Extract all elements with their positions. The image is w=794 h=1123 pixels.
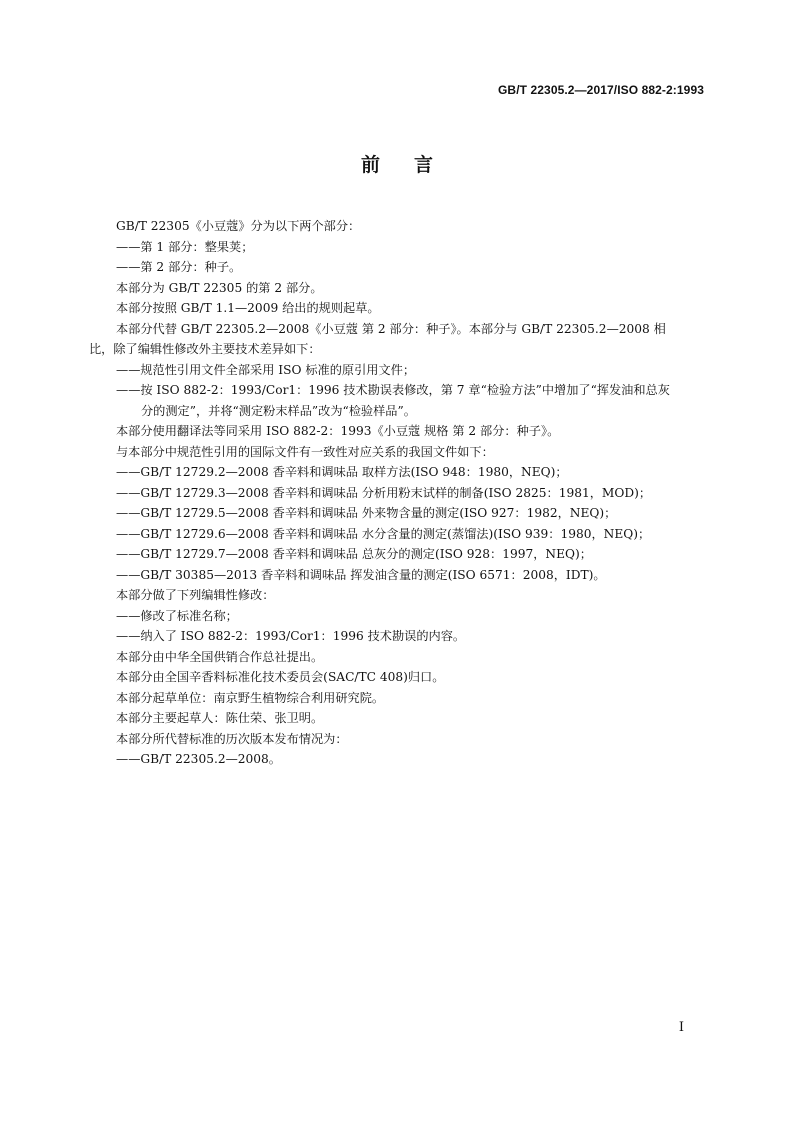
list-item: ——按 ISO 882-2：1993/Cor1：1996 技术勘误表修改，第 7 章“检验方法”中增加了“挥发油和总灰: [116, 383, 670, 397]
list-item: ——规范性引用文件全部采用 ISO 标准的原引用文件；: [116, 362, 416, 377]
list-item: ——GB/T 12729.3—2008 香辛料和调味品 分析用粉末试样的制备(ISO 2825：1981，MOD)；: [116, 485, 652, 500]
paragraph-line: 本部分为 GB/T 22305 的第 2 部分。: [116, 280, 323, 295]
paragraph-line: GB/T 22305《小豆蔻》分为以下两个部分：: [116, 219, 361, 233]
list-item: ——GB/T 12729.2—2008 香辛料和调味品 取样方法(ISO 948：1980，NEQ)；: [116, 465, 568, 479]
list-item: ——GB/T 12729.5—2008 香辛料和调味品 外来物含量的测定(ISO 927：1982，NEQ)；: [116, 506, 617, 520]
list-item: ——第 2 部分：种子。: [116, 260, 242, 274]
paragraph-line: 本部分起草单位：南京野生植物综合利用研究院。: [116, 690, 385, 705]
list-item: ——GB/T 30385—2013 香辛料和调味品 挥发油含量的测定(ISO 6571：2008，IDT)。: [116, 567, 606, 582]
paragraph-line: 本部分使用翻译法等同采用 ISO 882-2：1993《小豆蔻 规格 第 2 部分：种子》。: [116, 424, 560, 438]
page-number: I: [678, 1020, 684, 1035]
paragraph-line: 比，除了编辑性修改外主要技术差异如下：: [89, 342, 321, 356]
foreword-body: [89, 216, 705, 770]
paragraph-line: 本部分由中华全国供销合作总社提出。: [116, 649, 324, 664]
standard-code-header: GB/T 22305.2—2017/ISO 882-2:1993: [498, 83, 704, 97]
list-item: ——修改了标准名称；: [116, 608, 238, 623]
list-item: ——第 1 部分：整果荚；: [116, 239, 254, 254]
list-item: ——GB/T 12729.7—2008 香辛料和调味品 总灰分的测定(ISO 928：1997，NEQ)；: [116, 547, 592, 561]
list-item: ——纳入了 ISO 882-2：1993/Cor1：1996 技术勘误的内容。: [116, 629, 466, 643]
list-item: ——GB/T 12729.6—2008 香辛料和调味品 水分含量的测定(蒸馏法)(ISO 939：1980，NEQ)；: [116, 526, 651, 541]
paragraph-line: 本部分所代替标准的历次版本发布情况为：: [116, 731, 348, 746]
paragraph-line: 本部分做了下列编辑性修改：: [116, 588, 275, 602]
list-item: ——GB/T 22305.2—2008。: [116, 752, 281, 766]
paragraph-line: 本部分由全国辛香料标准化技术委员会(SAC/TC 408)归口。: [116, 670, 445, 684]
paragraph-line: 与本部分中规范性引用的国际文件有一致性对应关系的我国文件如下：: [116, 444, 494, 459]
paragraph-line: 本部分代替 GB/T 22305.2—2008《小豆蔻 第 2 部分：种子》。本部分与 GB/T 22305.2—2008 相: [116, 321, 666, 336]
paragraph-line: 本部分主要起草人：陈仕荣、张卫明。: [116, 711, 324, 725]
list-item-continuation: 分的测定”，并将“测定粉末样品”改为“检验样品”。: [141, 403, 416, 418]
page-title: 前言: [360, 154, 467, 176]
paragraph-line: 本部分按照 GB/T 1.1—2009 给出的规则起草。: [116, 301, 380, 315]
